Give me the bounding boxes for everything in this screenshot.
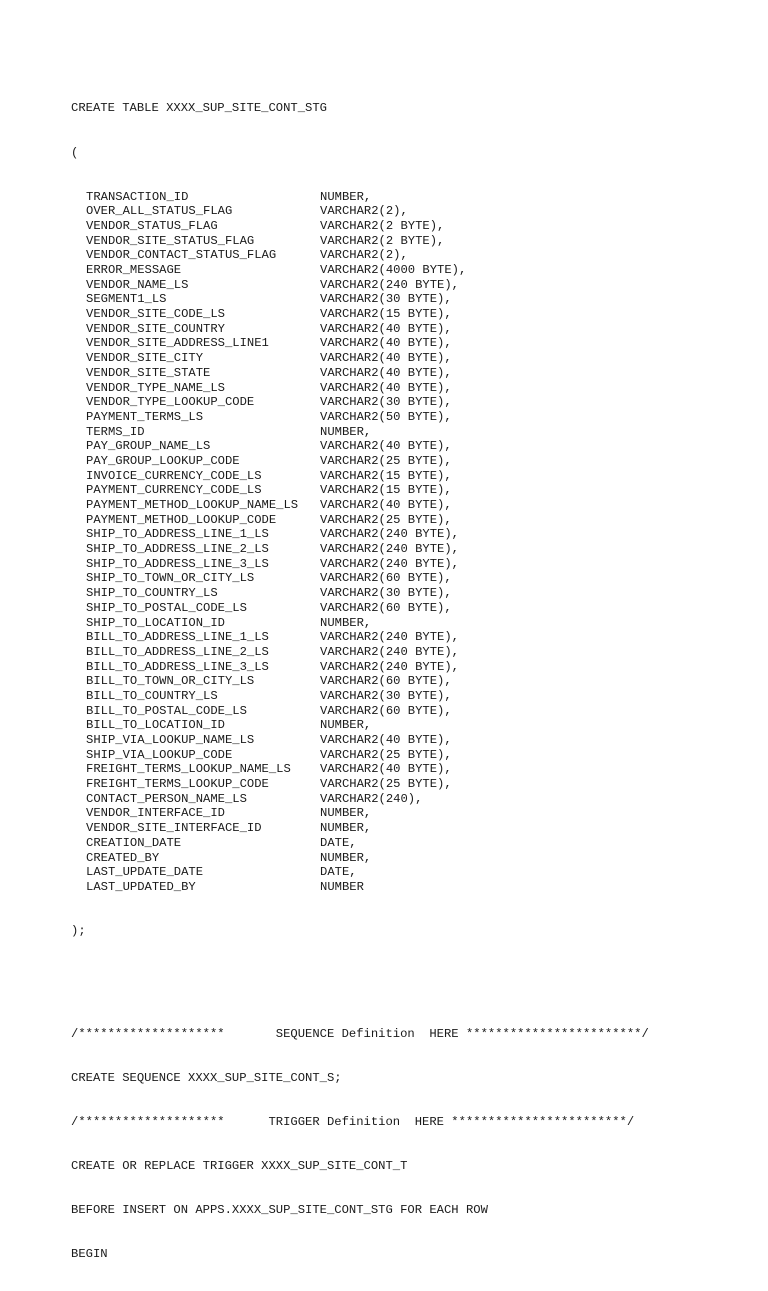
column-row xyxy=(71,469,649,484)
column-row xyxy=(71,586,649,601)
column-type: VARCHAR2(240 BYTE), xyxy=(320,659,459,674)
column-type: NUMBER, xyxy=(320,850,372,865)
column-row xyxy=(71,865,649,880)
column-row xyxy=(71,630,649,645)
column-row xyxy=(71,733,649,748)
column-name: PAY_GROUP_LOOKUP_CODE xyxy=(86,453,240,468)
column-type: VARCHAR2(40 BYTE), xyxy=(320,336,452,351)
sequence-comment-line: /******************** SEQUENCE Definition HERE ************************/ xyxy=(71,1026,649,1041)
column-row xyxy=(71,248,649,263)
column-name: FREIGHT_TERMS_LOOKUP_CODE xyxy=(86,777,269,792)
column-type: NUMBER, xyxy=(320,615,372,630)
column-name: SHIP_TO_LOCATION_ID xyxy=(86,615,225,630)
column-name: PAYMENT_CURRENCY_CODE_LS xyxy=(86,483,262,498)
column-type: VARCHAR2(50 BYTE), xyxy=(320,409,452,424)
column-row xyxy=(71,527,649,542)
column-name: BILL_TO_POSTAL_CODE_LS xyxy=(86,703,247,718)
open-paren-line: ( xyxy=(71,145,79,160)
column-definitions xyxy=(71,190,649,895)
column-row xyxy=(71,219,649,234)
column-name: BILL_TO_ADDRESS_LINE_1_LS xyxy=(86,630,269,645)
trigger-comment-line: /******************** TRIGGER Definition HERE ************************/ xyxy=(71,1115,635,1130)
column-row xyxy=(71,718,649,733)
column-name: VENDOR_SITE_ADDRESS_LINE1 xyxy=(86,336,269,351)
column-type: VARCHAR2(30 BYTE), xyxy=(320,586,452,601)
create-table-line: CREATE TABLE XXXX_SUP_SITE_CONT_STG xyxy=(71,101,327,116)
column-name: VENDOR_SITE_STATUS_FLAG xyxy=(86,233,255,248)
column-type: VARCHAR2(30 BYTE), xyxy=(320,395,452,410)
trigger-begin-line: BEGIN xyxy=(71,1247,108,1262)
column-type: VARCHAR2(2 BYTE), xyxy=(320,233,445,248)
column-type: VARCHAR2(40 BYTE), xyxy=(320,762,452,777)
column-type: VARCHAR2(2), xyxy=(320,248,408,263)
column-name: SHIP_TO_ADDRESS_LINE_3_LS xyxy=(86,556,269,571)
column-row xyxy=(71,292,649,307)
column-name: INVOICE_CURRENCY_CODE_LS xyxy=(86,468,262,483)
column-name: CONTACT_PERSON_NAME_LS xyxy=(86,791,247,806)
column-type: NUMBER xyxy=(320,879,364,894)
column-row xyxy=(71,777,649,792)
column-name: SHIP_TO_ADDRESS_LINE_1_LS xyxy=(86,527,269,542)
column-type: DATE, xyxy=(320,835,357,850)
column-name: SHIP_TO_TOWN_OR_CITY_LS xyxy=(86,571,255,586)
column-row xyxy=(71,674,649,689)
column-name: BILL_TO_TOWN_OR_CITY_LS xyxy=(86,674,255,689)
column-type: VARCHAR2(25 BYTE), xyxy=(320,747,452,762)
column-row xyxy=(71,645,649,660)
column-type: NUMBER, xyxy=(320,806,372,821)
blank-gap xyxy=(71,968,649,997)
column-type: VARCHAR2(30 BYTE), xyxy=(320,688,452,703)
column-row xyxy=(71,660,649,675)
column-name: LAST_UPDATE_DATE xyxy=(86,865,204,880)
column-type: VARCHAR2(2 BYTE), xyxy=(320,218,445,233)
column-name: SHIP_TO_COUNTRY_LS xyxy=(86,586,218,601)
column-name: OVER_ALL_STATUS_FLAG xyxy=(86,204,233,219)
column-name: VENDOR_SITE_CODE_LS xyxy=(86,307,225,322)
column-name: VENDOR_TYPE_NAME_LS xyxy=(86,380,225,395)
column-name: ERROR_MESSAGE xyxy=(86,263,182,278)
column-row xyxy=(71,454,649,469)
column-row xyxy=(71,234,649,249)
column-row xyxy=(71,806,649,821)
column-type: VARCHAR2(40 BYTE), xyxy=(320,365,452,380)
column-name: CREATED_BY xyxy=(86,850,160,865)
column-type: VARCHAR2(240 BYTE), xyxy=(320,556,459,571)
column-name: BILL_TO_LOCATION_ID xyxy=(86,718,225,733)
column-row xyxy=(71,351,649,366)
column-row xyxy=(71,190,649,205)
column-type: VARCHAR2(2), xyxy=(320,204,408,219)
column-row xyxy=(71,513,649,528)
column-type: DATE, xyxy=(320,865,357,880)
column-type: VARCHAR2(25 BYTE), xyxy=(320,777,452,792)
column-row xyxy=(71,498,649,513)
column-name: SEGMENT1_LS xyxy=(86,292,167,307)
column-row xyxy=(71,366,649,381)
column-name: BILL_TO_COUNTRY_LS xyxy=(86,688,218,703)
column-row xyxy=(71,836,649,851)
column-name: SHIP_TO_ADDRESS_LINE_2_LS xyxy=(86,542,269,557)
column-name: FREIGHT_TERMS_LOOKUP_NAME_LS xyxy=(86,762,291,777)
column-type: VARCHAR2(60 BYTE), xyxy=(320,600,452,615)
column-type: NUMBER, xyxy=(320,718,372,733)
column-row xyxy=(71,762,649,777)
column-row xyxy=(71,689,649,704)
column-row xyxy=(71,263,649,278)
column-type: VARCHAR2(40 BYTE), xyxy=(320,733,452,748)
column-row xyxy=(71,336,649,351)
column-name: VENDOR_TYPE_LOOKUP_CODE xyxy=(86,395,255,410)
column-name: VENDOR_SITE_STATE xyxy=(86,365,211,380)
column-name: SHIP_VIA_LOOKUP_CODE xyxy=(86,747,233,762)
column-row xyxy=(71,821,649,836)
column-type: VARCHAR2(15 BYTE), xyxy=(320,468,452,483)
close-paren-line: ); xyxy=(71,924,86,938)
column-row xyxy=(71,439,649,454)
column-name: PAYMENT_TERMS_LS xyxy=(86,409,204,424)
column-name: SHIP_VIA_LOOKUP_NAME_LS xyxy=(86,733,255,748)
column-type: VARCHAR2(240 BYTE), xyxy=(320,542,459,557)
column-type: VARCHAR2(60 BYTE), xyxy=(320,571,452,586)
trigger-create-line: CREATE OR REPLACE TRIGGER XXXX_SUP_SITE_CONT_T xyxy=(71,1159,408,1174)
column-name: VENDOR_SITE_INTERFACE_ID xyxy=(86,821,262,836)
column-row xyxy=(71,601,649,616)
column-type: VARCHAR2(25 BYTE), xyxy=(320,453,452,468)
column-type: VARCHAR2(40 BYTE), xyxy=(320,498,452,513)
column-name: LAST_UPDATED_BY xyxy=(86,879,196,894)
column-name: TERMS_ID xyxy=(86,424,145,439)
column-row xyxy=(71,483,649,498)
column-type: VARCHAR2(60 BYTE), xyxy=(320,703,452,718)
column-row xyxy=(71,381,649,396)
column-row xyxy=(71,616,649,631)
column-row xyxy=(71,792,649,807)
column-name: BILL_TO_ADDRESS_LINE_2_LS xyxy=(86,644,269,659)
column-type: VARCHAR2(240), xyxy=(320,791,423,806)
column-type: VARCHAR2(240 BYTE), xyxy=(320,644,459,659)
column-row xyxy=(71,542,649,557)
column-row xyxy=(71,748,649,763)
column-row xyxy=(71,571,649,586)
column-name: PAYMENT_METHOD_LOOKUP_CODE xyxy=(86,512,277,527)
column-type: VARCHAR2(4000 BYTE), xyxy=(320,263,467,278)
column-row xyxy=(71,557,649,572)
column-name: VENDOR_NAME_LS xyxy=(86,277,189,292)
column-type: VARCHAR2(240 BYTE), xyxy=(320,527,459,542)
column-row xyxy=(71,307,649,322)
column-name: PAY_GROUP_NAME_LS xyxy=(86,439,211,454)
column-name: VENDOR_INTERFACE_ID xyxy=(86,806,225,821)
column-type: VARCHAR2(240 BYTE), xyxy=(320,630,459,645)
column-row xyxy=(71,410,649,425)
column-row xyxy=(71,425,649,440)
column-type: VARCHAR2(25 BYTE), xyxy=(320,512,452,527)
column-name: VENDOR_SITE_COUNTRY xyxy=(86,321,225,336)
column-row xyxy=(71,395,649,410)
sql-code-block xyxy=(71,72,649,1291)
column-name: TRANSACTION_ID xyxy=(86,189,189,204)
column-type: VARCHAR2(60 BYTE), xyxy=(320,674,452,689)
column-name: VENDOR_STATUS_FLAG xyxy=(86,218,218,233)
column-type: NUMBER, xyxy=(320,821,372,836)
column-name: VENDOR_SITE_CITY xyxy=(86,351,204,366)
column-row xyxy=(71,880,649,895)
column-type: VARCHAR2(30 BYTE), xyxy=(320,292,452,307)
column-row xyxy=(71,278,649,293)
column-row xyxy=(71,704,649,719)
column-name: PAYMENT_METHOD_LOOKUP_NAME_LS xyxy=(86,498,299,513)
column-name: SHIP_TO_POSTAL_CODE_LS xyxy=(86,600,247,615)
column-name: VENDOR_CONTACT_STATUS_FLAG xyxy=(86,248,277,263)
column-row xyxy=(71,204,649,219)
trigger-before-line: BEFORE INSERT ON APPS.XXXX_SUP_SITE_CONT_STG FOR EACH ROW xyxy=(71,1203,488,1218)
column-type: VARCHAR2(15 BYTE), xyxy=(320,307,452,322)
column-type: VARCHAR2(240 BYTE), xyxy=(320,277,459,292)
column-name: CREATION_DATE xyxy=(86,835,182,850)
column-type: VARCHAR2(15 BYTE), xyxy=(320,483,452,498)
column-type: NUMBER, xyxy=(320,189,372,204)
sequence-create-line: CREATE SEQUENCE XXXX_SUP_SITE_CONT_S; xyxy=(71,1070,342,1085)
column-type: VARCHAR2(40 BYTE), xyxy=(320,380,452,395)
column-type: VARCHAR2(40 BYTE), xyxy=(320,351,452,366)
column-row xyxy=(71,322,649,337)
column-type: VARCHAR2(40 BYTE), xyxy=(320,439,452,454)
column-name: BILL_TO_ADDRESS_LINE_3_LS xyxy=(86,659,269,674)
column-type: VARCHAR2(40 BYTE), xyxy=(320,321,452,336)
column-type: NUMBER, xyxy=(320,424,372,439)
column-row xyxy=(71,851,649,866)
